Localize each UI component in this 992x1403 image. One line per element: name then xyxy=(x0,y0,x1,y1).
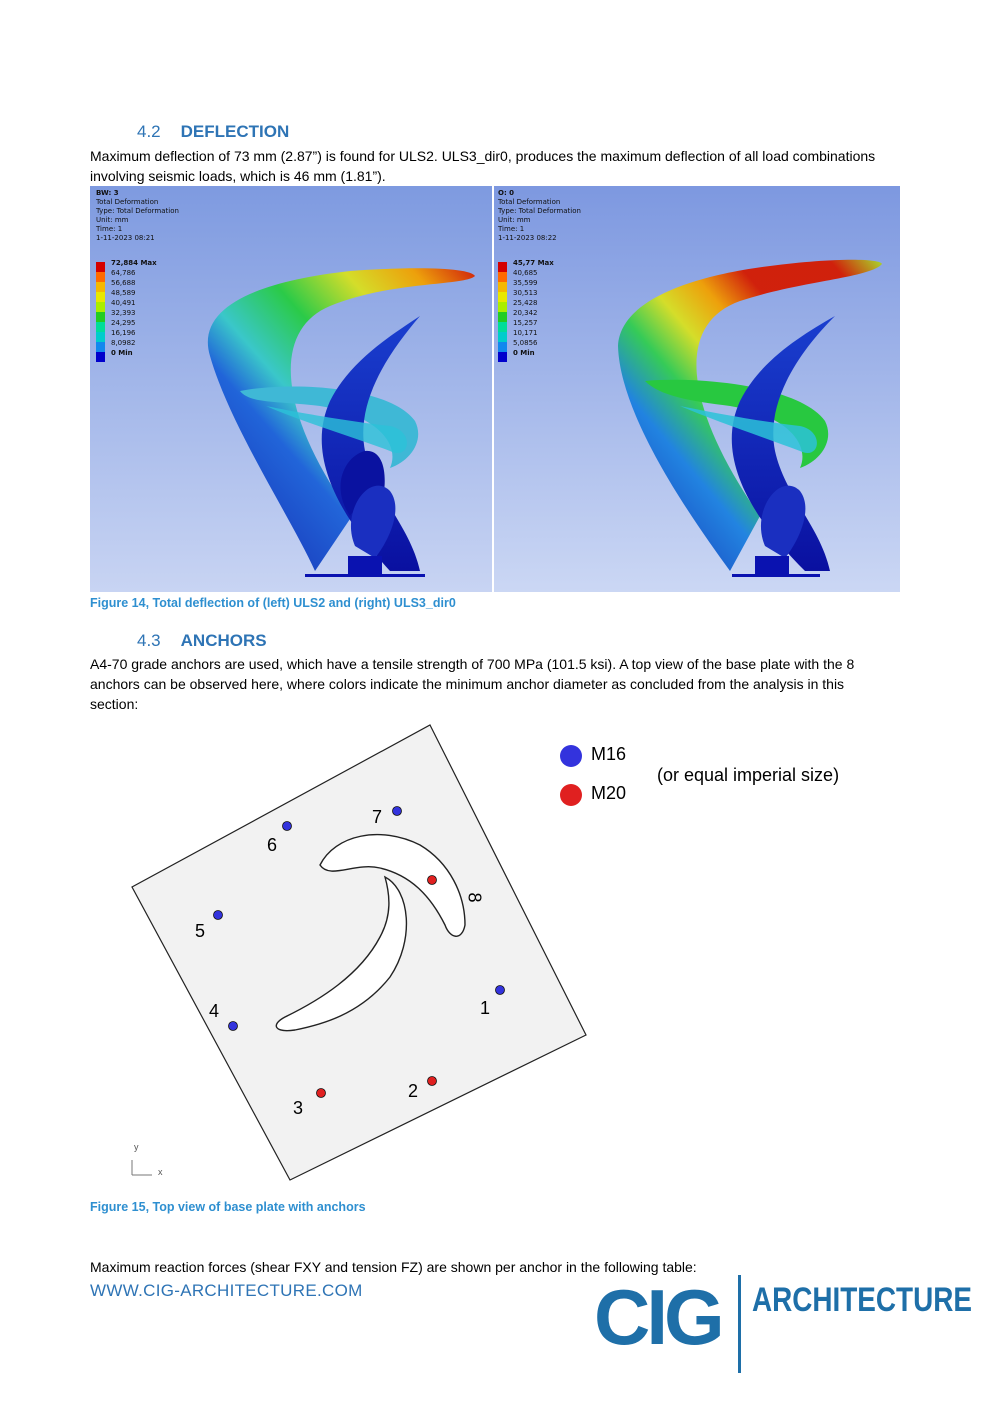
legend-value: 30,513 xyxy=(513,289,538,297)
figure-14 xyxy=(90,186,900,592)
legend-value: 45,77 Max xyxy=(513,259,554,267)
legend-m16-dot xyxy=(560,745,582,767)
anchor-label-2: 2 xyxy=(408,1081,419,1101)
anchor-label-8: 8 xyxy=(464,892,485,903)
legend-value: 5,0856 xyxy=(513,339,538,347)
anchor-label-7: 7 xyxy=(372,807,383,827)
legend-value: 20,342 xyxy=(513,309,538,317)
header-line: Time: 1 xyxy=(96,225,123,233)
left-plot-header xyxy=(96,189,179,243)
legend-value: 48,589 xyxy=(111,289,136,297)
axis-y-label: y xyxy=(134,1142,139,1152)
axis-x-label: x xyxy=(158,1167,163,1177)
legend-value: 15,257 xyxy=(513,319,538,327)
anchor-7-m16 xyxy=(393,807,402,816)
header-line: Type: Total Deformation xyxy=(96,207,179,215)
left-legend-colorbar xyxy=(96,262,105,362)
section-heading-deflection xyxy=(137,122,289,142)
figure-14-caption: Figure 14, Total deflection of (left) ULS2 and (right) ULS3_dir0 xyxy=(90,596,456,610)
logo-architecture-text: ARCHITECTURE xyxy=(752,1281,972,1319)
anchor-label-6: 6 xyxy=(267,835,278,855)
deformation-plots xyxy=(90,186,900,592)
legend-value: 56,688 xyxy=(111,279,136,287)
legend-value: 25,428 xyxy=(513,299,538,307)
header-line: Total Deformation xyxy=(498,198,561,206)
logo-divider xyxy=(738,1275,741,1373)
anchor-4-m16 xyxy=(229,1022,238,1031)
right-legend-colorbar xyxy=(498,262,507,362)
anchor-label-1: 1 xyxy=(480,998,491,1018)
closing-paragraph: Maximum reaction forces (shear FXY and tension FZ) are shown per anchor in the following table: xyxy=(90,1259,697,1275)
figure-15 xyxy=(90,715,890,1195)
base-plate-diagram xyxy=(90,715,890,1195)
anchor-3-m20 xyxy=(317,1089,326,1098)
section-heading-anchors xyxy=(137,631,267,651)
section-title: ANCHORS xyxy=(180,631,267,650)
header-line: Total Deformation xyxy=(96,198,159,206)
anchor-label-5: 5 xyxy=(195,921,206,941)
header-line: Unit: mm xyxy=(96,216,129,224)
base-plate xyxy=(132,725,586,1180)
header-line: 1-11-2023 08:21 xyxy=(96,234,155,242)
legend-value: 8,0982 xyxy=(111,339,136,347)
left-legend-values xyxy=(111,258,157,358)
legend-value: 64,786 xyxy=(111,269,136,277)
right-plot-header xyxy=(498,189,581,243)
anchor-label-3: 3 xyxy=(293,1098,304,1118)
anchor-5-m16 xyxy=(214,911,223,920)
legend-value: 72,884 Max xyxy=(111,259,157,267)
section-number: 4.3 xyxy=(137,631,161,650)
legend-value: 35,599 xyxy=(513,279,538,287)
section-title: DEFLECTION xyxy=(180,122,290,141)
legend-value: 10,171 xyxy=(513,329,538,337)
header-line: Time: 1 xyxy=(498,225,525,233)
section-number: 4.2 xyxy=(137,122,161,141)
header-line: BW: 3 xyxy=(96,189,119,197)
legend-m20-dot xyxy=(560,784,582,806)
legend-note: (or equal imperial size) xyxy=(657,765,840,785)
anchor-6-m16 xyxy=(283,822,292,831)
legend-value: 40,685 xyxy=(513,269,538,277)
logo-cig-text: CIG xyxy=(594,1273,721,1361)
legend-value: 40,491 xyxy=(111,299,136,307)
legend-value: 32,393 xyxy=(111,309,136,317)
anchor-1-m16 xyxy=(496,986,505,995)
legend-value: 0 Min xyxy=(513,349,535,357)
legend-value: 16,196 xyxy=(111,329,136,337)
right-legend-values xyxy=(513,258,554,358)
legend-value: 0 Min xyxy=(111,349,133,357)
anchors-paragraph: A4-70 grade anchors are used, which have a tensile strength of 700 MPa (101.5 ksi). A top view of the base plate with the 8 anchors can be observed here, where colors indicate the minimum anchor diameter as concluded from the analysis in this section: xyxy=(90,656,855,712)
figure-15-caption: Figure 15, Top view of base plate with anchors xyxy=(90,1200,366,1214)
cig-logo xyxy=(594,1273,972,1375)
footer-url[interactable]: WWW.CIG-ARCHITECTURE.COM xyxy=(90,1281,363,1300)
legend-m16-label: M16 xyxy=(591,744,627,764)
anchor-2-m20 xyxy=(428,1077,437,1086)
header-line: Type: Total Deformation xyxy=(498,207,581,215)
legend-value: 24,295 xyxy=(111,319,136,327)
anchor-8-m20 xyxy=(428,876,437,885)
header-line: 1-11-2023 08:22 xyxy=(498,234,557,242)
header-line: Unit: mm xyxy=(498,216,531,224)
anchor-label-4: 4 xyxy=(209,1001,220,1021)
axis-indicator xyxy=(132,1160,152,1175)
deflection-paragraph: Maximum deflection of 73 mm (2.87”) is found for ULS2. ULS3_dir0, produces the maximum deflection of all load combinations involving seismic loads, which is 46 mm (1.81”). xyxy=(90,148,876,184)
header-line: O: 0 xyxy=(498,189,515,197)
legend-m20-label: M20 xyxy=(591,783,627,803)
